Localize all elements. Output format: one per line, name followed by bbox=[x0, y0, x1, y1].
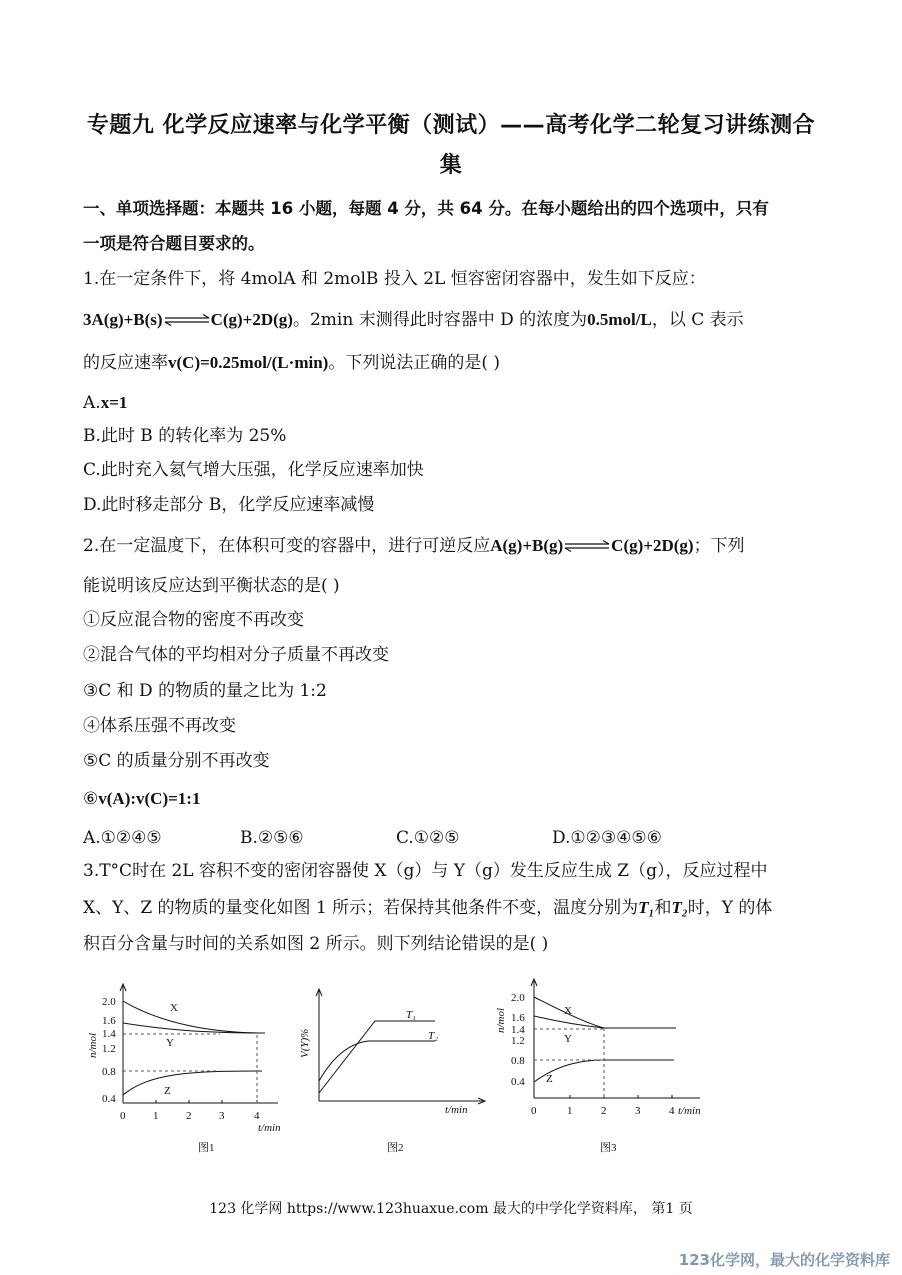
q2-option-c: C.①②⑤ bbox=[396, 828, 460, 848]
fig3-xtick: 1 bbox=[567, 1105, 573, 1117]
q2-stem-line-2: 能说明该反应达到平衡状态的是( ) bbox=[83, 576, 340, 596]
fig3-ytick: 0.4 bbox=[511, 1076, 525, 1088]
q1-stem-line-2 bbox=[83, 309, 828, 331]
q2-option-d: D.①②③④⑤⑥ bbox=[552, 828, 662, 848]
q1-stem-line-3 bbox=[83, 352, 828, 374]
fig3-caption: 图3 bbox=[600, 1142, 617, 1154]
q2-stem-suffix: ；下列 bbox=[693, 536, 745, 556]
q1-rate-equation: v(C)=0.25mol/(L·min) bbox=[168, 353, 329, 372]
q1-option-a bbox=[83, 392, 828, 414]
fig3-ylabel: n/mol bbox=[495, 1007, 507, 1033]
title-line-1: 专题九 化学反应速率与化学平衡（测试）——高考化学二轮复习讲练测合 bbox=[86, 113, 816, 138]
fig1-ytick: 0.4 bbox=[102, 1093, 116, 1105]
fig1-xtick: 0 bbox=[120, 1110, 126, 1122]
q3-and: 和 bbox=[654, 898, 672, 918]
q1-after-equation: 。2min 末测得此时容器中 D 的浓度为 bbox=[292, 310, 588, 330]
fig1-series-label: Z bbox=[164, 1085, 171, 1097]
fig2-ylabel: V(Y)% bbox=[299, 1028, 311, 1058]
fig2-caption: 图2 bbox=[387, 1142, 404, 1154]
q1-option-a-equation: x=1 bbox=[100, 393, 128, 412]
q1-after-concentration: ，以 C 表示 bbox=[651, 310, 744, 330]
fig1-ytick: 1.2 bbox=[102, 1043, 116, 1055]
section-heading-line-2: 一项是符合题目要求的。 bbox=[83, 234, 265, 253]
fig3-xlabel: t/min bbox=[678, 1105, 701, 1117]
fig3-xtick: 3 bbox=[635, 1105, 641, 1117]
q2-item-2: ②混合气体的平均相对分子质量不再改变 bbox=[83, 645, 389, 665]
page-title bbox=[70, 106, 832, 186]
q1-option-d: D.此时移走部分 B，化学反应速率减慢 bbox=[83, 495, 375, 515]
q3-stem-line-2 bbox=[83, 897, 828, 919]
q2-equation-right: C(g)+2D(g) bbox=[611, 536, 694, 555]
fig1-ylabel: n/mol bbox=[87, 1032, 99, 1058]
fig3-ytick: 1.4 bbox=[511, 1024, 525, 1036]
q2-option-b: B.②⑤⑥ bbox=[240, 828, 304, 848]
q1-option-b: B.此时 B 的转化率为 25% bbox=[83, 426, 287, 446]
q2-equation-left: A(g)+B(g) bbox=[490, 536, 564, 555]
fig3-xtick: 0 bbox=[531, 1105, 537, 1117]
q3-t1: T₁ bbox=[638, 898, 655, 917]
q1-rate-prefix: 的反应速率 bbox=[83, 353, 168, 373]
equilibrium-arrow-icon bbox=[163, 314, 211, 326]
q3-stem-line-3: 积百分含量与时间的关系如图 2 所示。则下列结论错误的是( ) bbox=[83, 934, 549, 954]
section-heading-line-1: 一、单项选择题：本题共 16 小题，每题 4 分，共 64 分。在每小题给出的四个选项中，只有 bbox=[83, 199, 769, 218]
fig3-series-label: Y bbox=[564, 1033, 572, 1045]
fig1-xlabel: t/min bbox=[258, 1122, 281, 1134]
fig3-xtick: 4 bbox=[669, 1105, 675, 1117]
fig1-series-label: X bbox=[170, 1002, 178, 1014]
q2-option-a: A.①②④⑤ bbox=[83, 828, 162, 848]
fig1-xtick: 4 bbox=[254, 1110, 260, 1122]
fig3-series-label: X bbox=[564, 1005, 572, 1017]
q2-options bbox=[83, 827, 828, 849]
fig1-ytick: 1.4 bbox=[102, 1028, 116, 1040]
q2-item-1: ①反应混合物的密度不再改变 bbox=[83, 610, 304, 630]
fig3-series-label: Z bbox=[546, 1073, 553, 1085]
fig3-ytick: 2.0 bbox=[511, 992, 525, 1004]
equilibrium-arrow-icon bbox=[563, 540, 611, 552]
q1-concentration: 0.5mol/L bbox=[587, 310, 652, 329]
fig1-caption: 图1 bbox=[198, 1142, 215, 1154]
q2-item-5: ⑤C 的质量分别不再改变 bbox=[83, 751, 270, 771]
q2-item-4: ④体系压强不再改变 bbox=[83, 716, 236, 736]
fig3-ytick: 1.2 bbox=[511, 1035, 525, 1047]
q1-option-a-label: A. bbox=[83, 393, 101, 413]
q3-stem-line-2-prefix: X、Y、Z 的物质的量变化如图 1 所示；若保持其他条件不变，温度分别为 bbox=[83, 898, 639, 918]
fig1-xtick: 2 bbox=[186, 1110, 192, 1122]
q3-stem-line-2-suffix: 时，Y 的体 bbox=[687, 898, 773, 918]
fig1-xtick: 3 bbox=[219, 1110, 225, 1122]
figure-2 bbox=[290, 983, 495, 1158]
fig1-ytick: 2.0 bbox=[102, 996, 116, 1008]
fig2-series-label: T₂ bbox=[428, 1030, 438, 1042]
fig3-ytick: 1.6 bbox=[511, 1012, 525, 1024]
q1-equation-right: C(g)+2D(g) bbox=[210, 310, 293, 329]
q1-stem-line-1: 1.在一定条件下，将 4molA 和 2molB 投入 2L 恒容密闭容器中，发生如下反应： bbox=[83, 269, 706, 289]
page-footer: 123 化学网 https://www.123huaxue.com 最大的中学化学资料库， 第1 页 bbox=[209, 1201, 693, 1217]
q1-option-c: C.此时充入氦气增大压强，化学反应速率加快 bbox=[83, 460, 424, 480]
q2-stem-prefix: 2.在一定温度下，在体积可变的容器中，进行可逆反应 bbox=[83, 536, 491, 556]
title-line-2: 集 bbox=[439, 153, 463, 178]
fig1-series-label: Y bbox=[166, 1037, 174, 1049]
fig1-ytick: 1.6 bbox=[102, 1015, 116, 1027]
q2-item-6-label: ⑥ bbox=[83, 789, 99, 809]
fig2-xlabel: t/min bbox=[445, 1104, 468, 1116]
q2-item-6 bbox=[83, 788, 828, 810]
fig1-ytick: 0.8 bbox=[102, 1066, 116, 1078]
q1-equation-left: 3A(g)+B(s) bbox=[83, 310, 163, 329]
figure-1 bbox=[80, 983, 290, 1158]
fig3-xtick: 2 bbox=[601, 1105, 607, 1117]
fig2-series-label: T₁ bbox=[406, 1009, 416, 1021]
watermark: 123化学网，最大的化学资料库 bbox=[678, 1251, 890, 1269]
figure-3 bbox=[490, 978, 720, 1158]
fig1-xtick: 1 bbox=[153, 1110, 159, 1122]
q3-t2: T₂ bbox=[671, 898, 688, 917]
q2-item-6-equation: v(A):v(C)=1:1 bbox=[98, 789, 201, 808]
q2-item-3: ③C 和 D 的物质的量之比为 1:2 bbox=[83, 681, 327, 701]
q1-rate-suffix: 。下列说法正确的是( ) bbox=[328, 353, 500, 373]
q3-stem-line-1: 3.T°C时在 2L 容积不变的密闭容器使 X（g）与 Y（g）发生反应生成 Z（g），反应过程中 bbox=[83, 861, 768, 881]
q2-stem-line-1 bbox=[83, 535, 828, 557]
fig3-ytick: 0.8 bbox=[511, 1055, 525, 1067]
